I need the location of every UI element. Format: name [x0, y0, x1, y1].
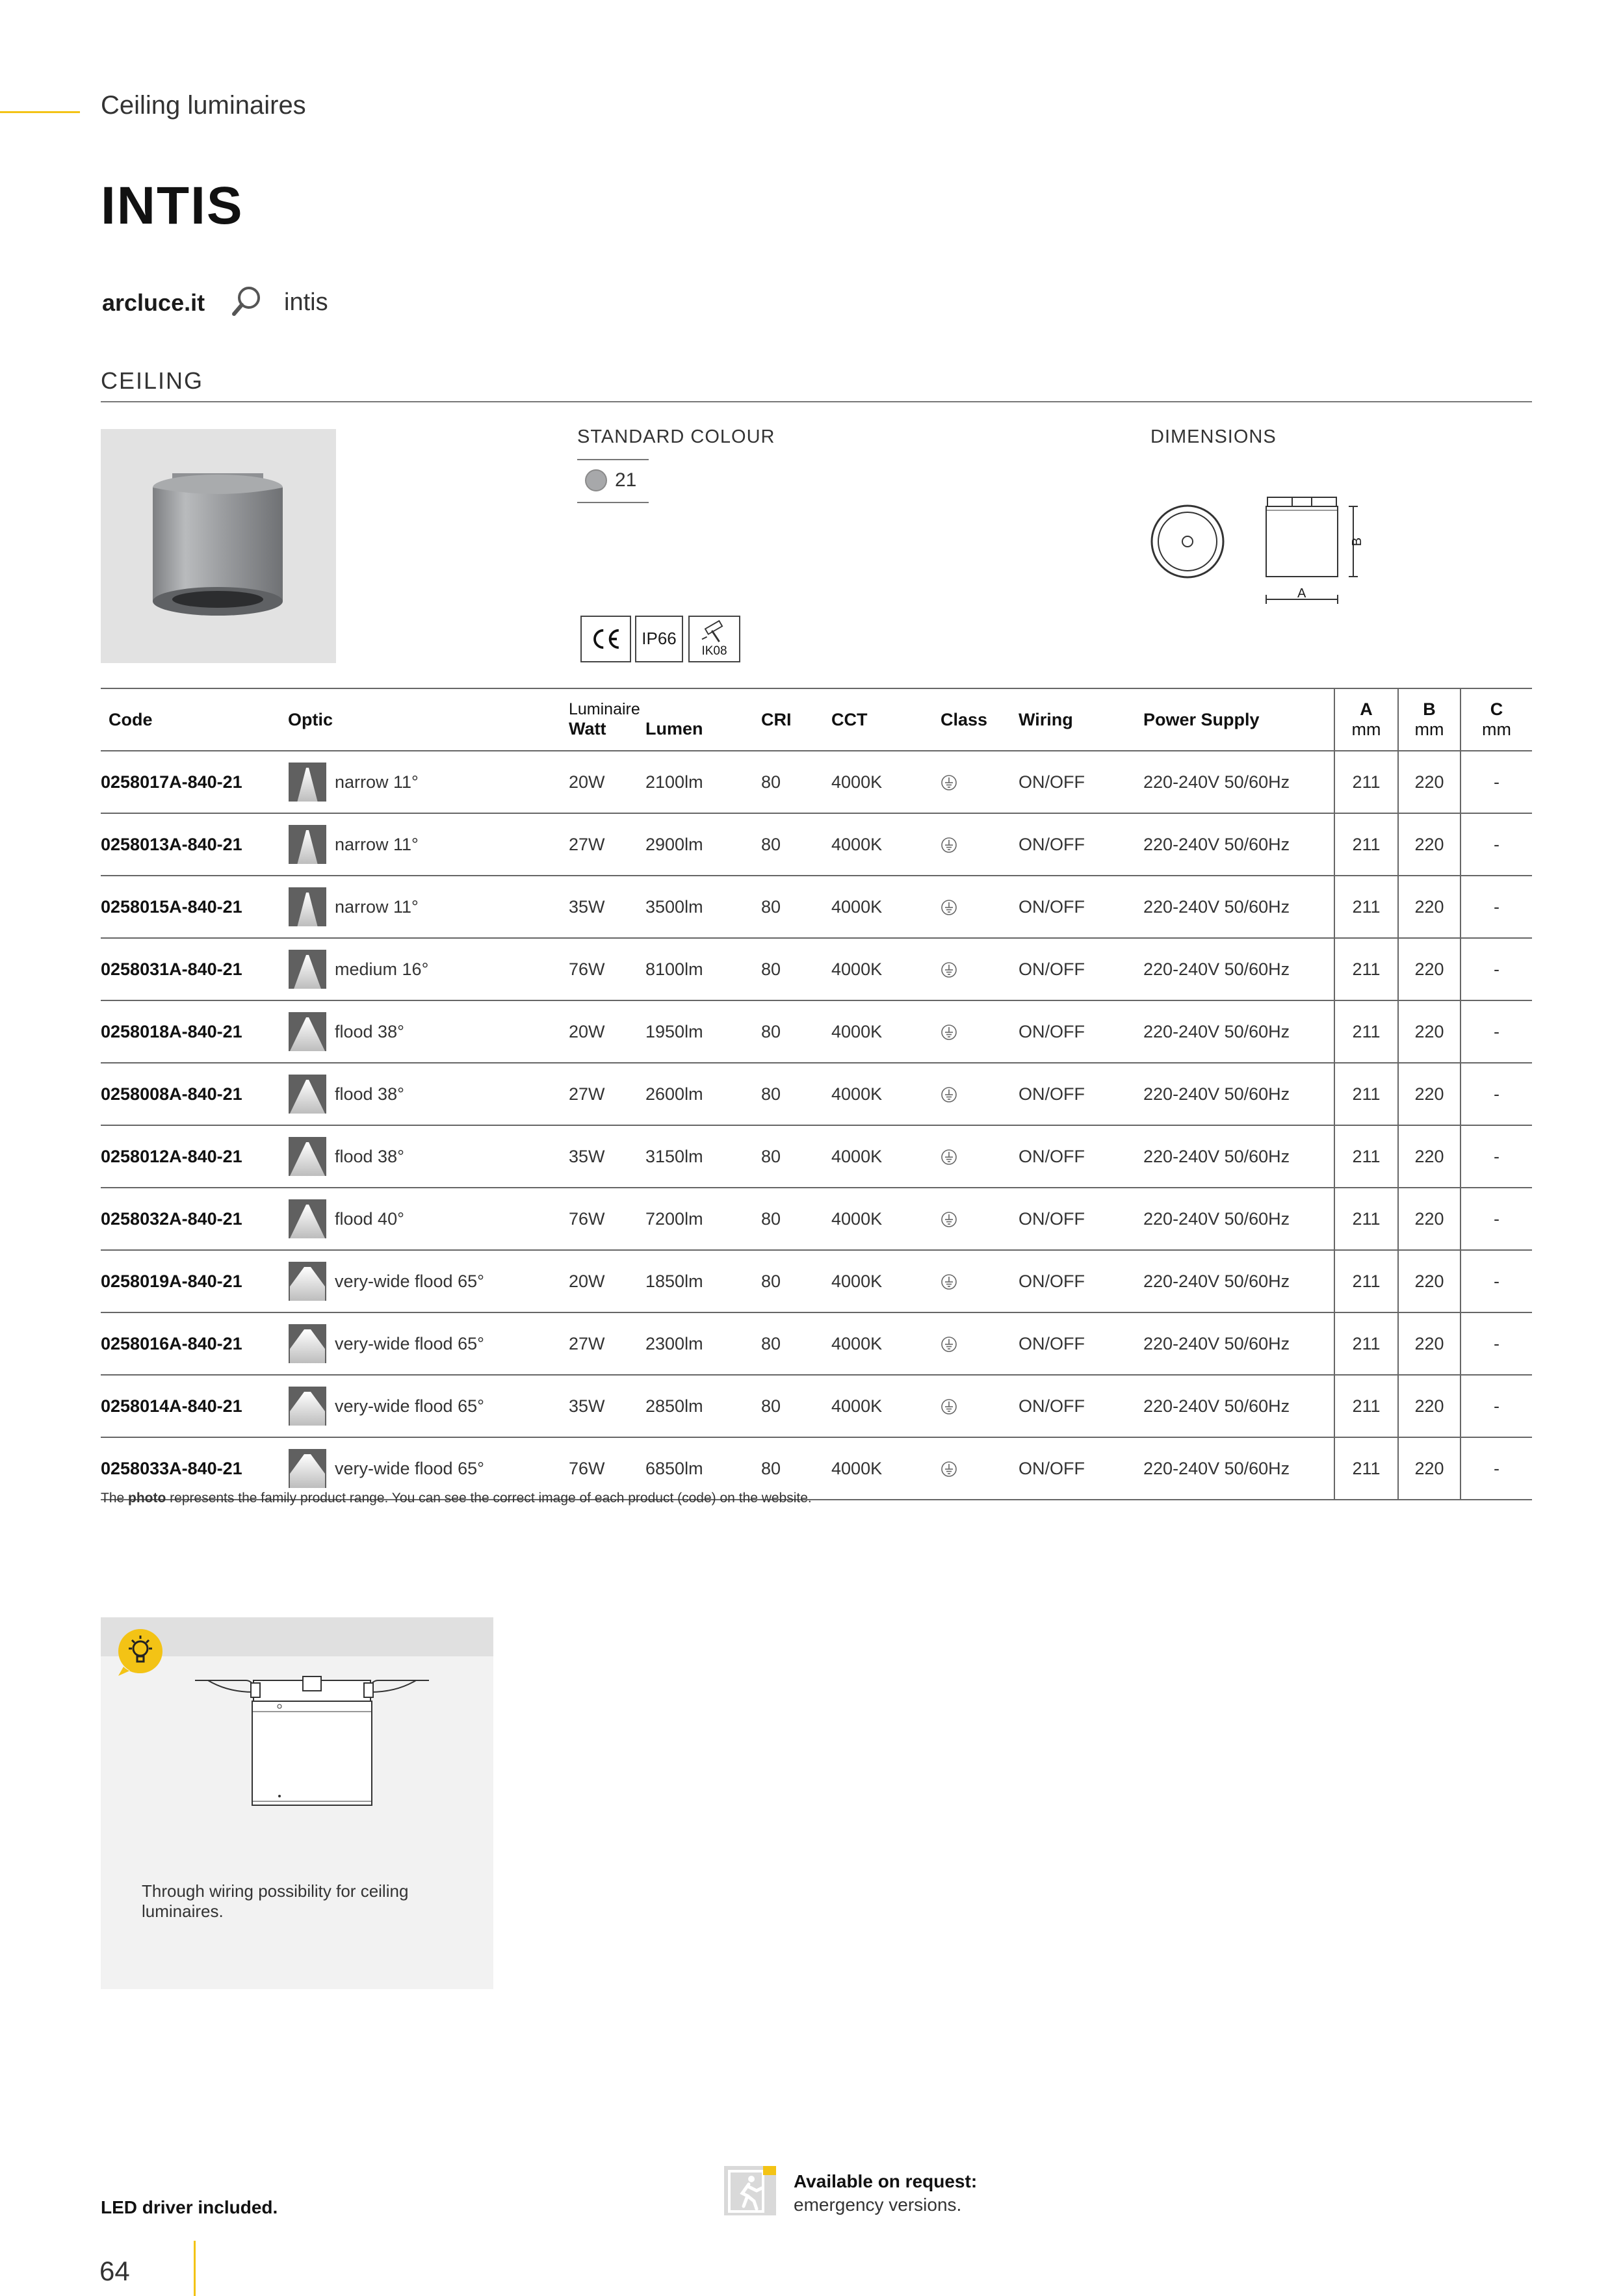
- optic-label: medium 16°: [335, 959, 429, 979]
- lumen-cell: 6850lm: [645, 1458, 703, 1478]
- page-number: 64: [99, 2256, 130, 2286]
- class-1-earth-icon: [941, 1086, 957, 1103]
- dim-c-cell: -: [1461, 1000, 1532, 1063]
- watt-cell: 76W: [569, 1458, 605, 1478]
- power-supply-cell: 220-240V 50/60Hz: [1143, 1208, 1290, 1229]
- product-code: 0258013A-840-21: [101, 834, 242, 854]
- footnote: The photo represents the family product range. You can see the correct image of each product (code) on the website.: [101, 1491, 812, 1506]
- power-supply-cell: 220-240V 50/60Hz: [1143, 772, 1290, 792]
- cct-cell: 4000K: [831, 1458, 883, 1478]
- wiring-cell: ON/OFF: [1019, 959, 1085, 979]
- beam-angle-icon: [289, 825, 326, 864]
- class-1-earth-icon: [941, 1024, 957, 1041]
- wiring-cell: ON/OFF: [1019, 1208, 1085, 1229]
- power-supply-cell: 220-240V 50/60Hz: [1143, 959, 1290, 979]
- cri-cell: 80: [761, 772, 781, 792]
- table-row: [101, 938, 1532, 1000]
- section-title: CEILING: [101, 367, 204, 394]
- cri-cell: 80: [761, 1208, 781, 1229]
- table-row: [101, 1125, 1532, 1188]
- dim-c-cell: -: [1461, 1312, 1532, 1375]
- product-code: 0258012A-840-21: [101, 1146, 242, 1166]
- page-title: INTIS: [101, 176, 244, 235]
- product-code: 0258016A-840-21: [101, 1333, 242, 1353]
- watt-cell: 35W: [569, 1146, 605, 1166]
- dim-b-cell: 220: [1398, 1312, 1461, 1375]
- optic-cell: [288, 1000, 569, 1063]
- optic-label: narrow 11°: [335, 834, 419, 854]
- header-code: Code: [109, 709, 153, 729]
- dim-c-cell: -: [1461, 1125, 1532, 1188]
- search-icon: [229, 284, 264, 319]
- product-code: 0258008A-840-21: [101, 1084, 242, 1104]
- dim-a-cell: 211: [1334, 1312, 1398, 1375]
- colour-rule-bottom: [577, 502, 649, 503]
- header-dim-a: A mm: [1334, 688, 1398, 751]
- colour-rule-top: [577, 459, 649, 460]
- table-row: [101, 1375, 1532, 1437]
- standard-colour-label: STANDARD COLOUR: [577, 426, 775, 447]
- wiring-cell: ON/OFF: [1019, 1333, 1085, 1353]
- dim-b-cell: 220: [1398, 1000, 1461, 1063]
- power-supply-cell: 220-240V 50/60Hz: [1143, 1021, 1290, 1041]
- watt-cell: 20W: [569, 772, 605, 792]
- class-cell: [941, 813, 1019, 876]
- wiring-cell: ON/OFF: [1019, 896, 1085, 917]
- class-1-earth-icon: [941, 1211, 957, 1228]
- optic-label: flood 40°: [335, 1208, 404, 1229]
- colour-swatch: [585, 469, 607, 491]
- lumen-cell: 2100lm: [645, 772, 703, 792]
- header-cct: CCT: [831, 709, 868, 729]
- header-wiring: Wiring: [1019, 709, 1073, 729]
- class-1-earth-icon: [941, 1461, 957, 1478]
- header-power-supply: Power Supply: [1143, 709, 1260, 729]
- table-row: [101, 1000, 1532, 1063]
- dim-c-cell: -: [1461, 751, 1532, 813]
- beam-angle-icon: [289, 950, 326, 989]
- class-cell: [941, 938, 1019, 1000]
- wiring-cell: ON/OFF: [1019, 772, 1085, 792]
- cri-cell: 80: [761, 1333, 781, 1353]
- page-number-accent: [194, 2241, 196, 2296]
- dim-b-cell: 220: [1398, 1188, 1461, 1250]
- dim-b-cell: 220: [1398, 938, 1461, 1000]
- watt-cell: 35W: [569, 1396, 605, 1416]
- wiring-cell: ON/OFF: [1019, 1021, 1085, 1041]
- led-driver-note: LED driver included.: [101, 2197, 278, 2217]
- class-1-earth-icon: [941, 961, 957, 978]
- beam-angle-icon: [289, 887, 326, 926]
- dimensions-drawing: [1144, 491, 1391, 614]
- wiring-cell: ON/OFF: [1019, 1084, 1085, 1104]
- lumen-cell: 2600lm: [645, 1084, 703, 1104]
- beam-angle-icon: [289, 1199, 326, 1238]
- cri-cell: 80: [761, 1271, 781, 1291]
- header-accent-line: [0, 111, 80, 113]
- dim-c-cell: -: [1461, 813, 1532, 876]
- emergency-availability-text: emergency versions.: [794, 2195, 962, 2215]
- dim-c-cell: -: [1461, 1188, 1532, 1250]
- optic-cell: [288, 1312, 569, 1375]
- optic-cell: [288, 1250, 569, 1312]
- dimension-a-label: A: [1297, 586, 1306, 601]
- cct-cell: 4000K: [831, 1084, 883, 1104]
- power-supply-cell: 220-240V 50/60Hz: [1143, 896, 1290, 917]
- lumen-cell: 3500lm: [645, 896, 703, 917]
- product-code: 0258019A-840-21: [101, 1271, 242, 1291]
- cri-cell: 80: [761, 1396, 781, 1416]
- class-1-earth-icon: [941, 1149, 957, 1166]
- lumen-cell: 2300lm: [645, 1333, 703, 1353]
- colour-code: 21: [615, 469, 637, 491]
- optic-label: narrow 11°: [335, 896, 419, 917]
- beam-angle-icon: [289, 1075, 326, 1114]
- wiring-cell: ON/OFF: [1019, 1458, 1085, 1478]
- table-header-row: [101, 688, 1532, 751]
- product-code: 0258014A-840-21: [101, 1396, 242, 1416]
- optic-label: flood 38°: [335, 1021, 404, 1041]
- dim-c-cell: -: [1461, 1250, 1532, 1312]
- header-dim-b: B mm: [1398, 688, 1461, 751]
- optic-cell: [288, 1125, 569, 1188]
- product-code: 0258017A-840-21: [101, 772, 242, 792]
- cct-cell: 4000K: [831, 1208, 883, 1229]
- dimensions-label: DIMENSIONS: [1150, 426, 1277, 447]
- cri-cell: 80: [761, 1458, 781, 1478]
- cri-cell: 80: [761, 834, 781, 854]
- dim-b-cell: 220: [1398, 1125, 1461, 1188]
- class-cell: [941, 1000, 1019, 1063]
- cct-cell: 4000K: [831, 1021, 883, 1041]
- table-row: [101, 1188, 1532, 1250]
- class-cell: [941, 1312, 1019, 1375]
- power-supply-cell: 220-240V 50/60Hz: [1143, 834, 1290, 854]
- optic-cell: [288, 813, 569, 876]
- optic-label: very-wide flood 65°: [335, 1396, 484, 1416]
- watt-cell: 76W: [569, 1208, 605, 1229]
- dim-a-cell: 211: [1334, 1437, 1398, 1500]
- product-code: 0258032A-840-21: [101, 1208, 242, 1229]
- class-cell: [941, 1437, 1019, 1500]
- dim-b-cell: 220: [1398, 1250, 1461, 1312]
- wiring-cell: ON/OFF: [1019, 834, 1085, 854]
- product-code: 0258015A-840-21: [101, 896, 242, 917]
- class-cell: [941, 1063, 1019, 1125]
- class-cell: [941, 751, 1019, 813]
- site-link[interactable]: arcluce.it: [102, 289, 205, 316]
- cct-cell: 4000K: [831, 1333, 883, 1353]
- beam-angle-icon: [289, 1449, 326, 1488]
- table-row: [101, 1250, 1532, 1312]
- section-divider: [101, 401, 1532, 402]
- watt-cell: 27W: [569, 834, 605, 854]
- dim-b-cell: 220: [1398, 813, 1461, 876]
- dim-c-cell: -: [1461, 1063, 1532, 1125]
- dimension-b-label: B: [1350, 537, 1365, 547]
- dim-b-cell: 220: [1398, 1375, 1461, 1437]
- impact-hammer-icon: [690, 618, 739, 646]
- table-body: [101, 751, 1532, 1500]
- optic-cell: [288, 1188, 569, 1250]
- cri-cell: 80: [761, 1146, 781, 1166]
- optic-label: very-wide flood 65°: [335, 1458, 484, 1478]
- class-1-earth-icon: [941, 837, 957, 854]
- dim-c-cell: -: [1461, 876, 1532, 938]
- cri-cell: 80: [761, 959, 781, 979]
- ce-mark-icon: [580, 616, 631, 662]
- dim-a-cell: 211: [1334, 1063, 1398, 1125]
- dim-b-cell: 220: [1398, 1437, 1461, 1500]
- dim-b-cell: 220: [1398, 876, 1461, 938]
- power-supply-cell: 220-240V 50/60Hz: [1143, 1271, 1290, 1291]
- lumen-cell: 1850lm: [645, 1271, 703, 1291]
- ip66-label: IP66: [642, 629, 677, 648]
- beam-angle-icon: [289, 1324, 326, 1363]
- power-supply-cell: 220-240V 50/60Hz: [1143, 1396, 1290, 1416]
- dim-c-cell: -: [1461, 938, 1532, 1000]
- optic-label: very-wide flood 65°: [335, 1271, 484, 1291]
- search-term: intis: [284, 289, 328, 316]
- header-luminaire-label: Luminaire: [569, 700, 640, 718]
- table-row: [101, 751, 1532, 813]
- optic-cell: [288, 876, 569, 938]
- product-photo: [101, 429, 336, 663]
- dim-a-cell: 211: [1334, 1000, 1398, 1063]
- header-cri: CRI: [761, 709, 792, 729]
- header-lumen: Lumen: [645, 719, 703, 738]
- header-luminaire: [569, 688, 761, 751]
- emergency-exit-icon: [724, 2165, 776, 2217]
- dim-c-cell: -: [1461, 1437, 1532, 1500]
- optic-label: flood 38°: [335, 1084, 404, 1104]
- emergency-availability-title: Available on request:: [794, 2171, 978, 2191]
- dim-a-cell: 211: [1334, 751, 1398, 813]
- ik08-label: IK08: [701, 644, 727, 658]
- watt-cell: 76W: [569, 959, 605, 979]
- power-supply-cell: 220-240V 50/60Hz: [1143, 1146, 1290, 1166]
- beam-angle-icon: [289, 1387, 326, 1426]
- cct-cell: 4000K: [831, 834, 883, 854]
- table-row: [101, 813, 1532, 876]
- dim-a-cell: 211: [1334, 813, 1398, 876]
- cct-cell: 4000K: [831, 959, 883, 979]
- dim-a-cell: 211: [1334, 1250, 1398, 1312]
- dim-a-cell: 211: [1334, 1125, 1398, 1188]
- product-code: 0258031A-840-21: [101, 959, 242, 979]
- cri-cell: 80: [761, 1021, 781, 1041]
- lumen-cell: 2850lm: [645, 1396, 703, 1416]
- beam-angle-icon: [289, 1262, 326, 1301]
- watt-cell: 20W: [569, 1021, 605, 1041]
- header-class: Class: [941, 709, 988, 729]
- cct-cell: 4000K: [831, 772, 883, 792]
- class-1-earth-icon: [941, 899, 957, 916]
- class-cell: [941, 876, 1019, 938]
- watt-cell: 27W: [569, 1333, 605, 1353]
- power-supply-cell: 220-240V 50/60Hz: [1143, 1333, 1290, 1353]
- product-code: 0258033A-840-21: [101, 1458, 242, 1478]
- optic-label: flood 38°: [335, 1146, 404, 1166]
- optic-cell: [288, 751, 569, 813]
- dim-a-cell: 211: [1334, 1375, 1398, 1437]
- optic-cell: [288, 938, 569, 1000]
- class-1-earth-icon: [941, 1398, 957, 1415]
- cct-cell: 4000K: [831, 896, 883, 917]
- category-label: Ceiling luminaires: [101, 91, 306, 120]
- dim-b-cell: 220: [1398, 751, 1461, 813]
- class-cell: [941, 1125, 1019, 1188]
- cct-cell: 4000K: [831, 1396, 883, 1416]
- watt-cell: 35W: [569, 896, 605, 917]
- cct-cell: 4000K: [831, 1271, 883, 1291]
- wiring-cell: ON/OFF: [1019, 1271, 1085, 1291]
- dim-a-cell: 211: [1334, 938, 1398, 1000]
- lumen-cell: 8100lm: [645, 959, 703, 979]
- lumen-cell: 2900lm: [645, 834, 703, 854]
- dim-b-cell: 220: [1398, 1063, 1461, 1125]
- class-cell: [941, 1375, 1019, 1437]
- dim-c-cell: -: [1461, 1375, 1532, 1437]
- class-cell: [941, 1188, 1019, 1250]
- watt-cell: 20W: [569, 1271, 605, 1291]
- table-row: [101, 876, 1532, 938]
- lumen-cell: 7200lm: [645, 1208, 703, 1229]
- lumen-cell: 1950lm: [645, 1021, 703, 1041]
- table-row: [101, 1312, 1532, 1375]
- optic-cell: [288, 1375, 569, 1437]
- dim-a-cell: 211: [1334, 1188, 1398, 1250]
- optic-label: very-wide flood 65°: [335, 1333, 484, 1353]
- class-1-earth-icon: [941, 1336, 957, 1353]
- optic-cell: [288, 1063, 569, 1125]
- cct-cell: 4000K: [831, 1146, 883, 1166]
- ik08-badge: [688, 616, 740, 662]
- lumen-cell: 3150lm: [645, 1146, 703, 1166]
- wiring-cell: ON/OFF: [1019, 1396, 1085, 1416]
- spec-table: [101, 688, 1532, 1500]
- optic-label: narrow 11°: [335, 772, 419, 792]
- beam-angle-icon: [289, 763, 326, 802]
- power-supply-cell: 220-240V 50/60Hz: [1143, 1458, 1290, 1478]
- dim-a-cell: 211: [1334, 876, 1398, 938]
- product-code: 0258018A-840-21: [101, 1021, 242, 1041]
- header-watt: Watt: [569, 719, 606, 738]
- ip66-badge: [635, 616, 683, 662]
- header-dim-c: C mm: [1461, 688, 1532, 751]
- feature-text: Through wiring possibility for ceiling luminaires.: [142, 1881, 409, 1921]
- power-supply-cell: 220-240V 50/60Hz: [1143, 1084, 1290, 1104]
- cri-cell: 80: [761, 1084, 781, 1104]
- wiring-cell: ON/OFF: [1019, 1146, 1085, 1166]
- beam-angle-icon: [289, 1012, 326, 1051]
- beam-angle-icon: [289, 1137, 326, 1176]
- header-optic: Optic: [288, 709, 333, 729]
- class-cell: [941, 1250, 1019, 1312]
- cri-cell: 80: [761, 896, 781, 917]
- through-wiring-drawing: [188, 1674, 435, 1817]
- class-1-earth-icon: [941, 1273, 957, 1290]
- watt-cell: 27W: [569, 1084, 605, 1104]
- lightbulb-icon: [114, 1626, 166, 1678]
- class-1-earth-icon: [941, 774, 957, 791]
- table-row: [101, 1063, 1532, 1125]
